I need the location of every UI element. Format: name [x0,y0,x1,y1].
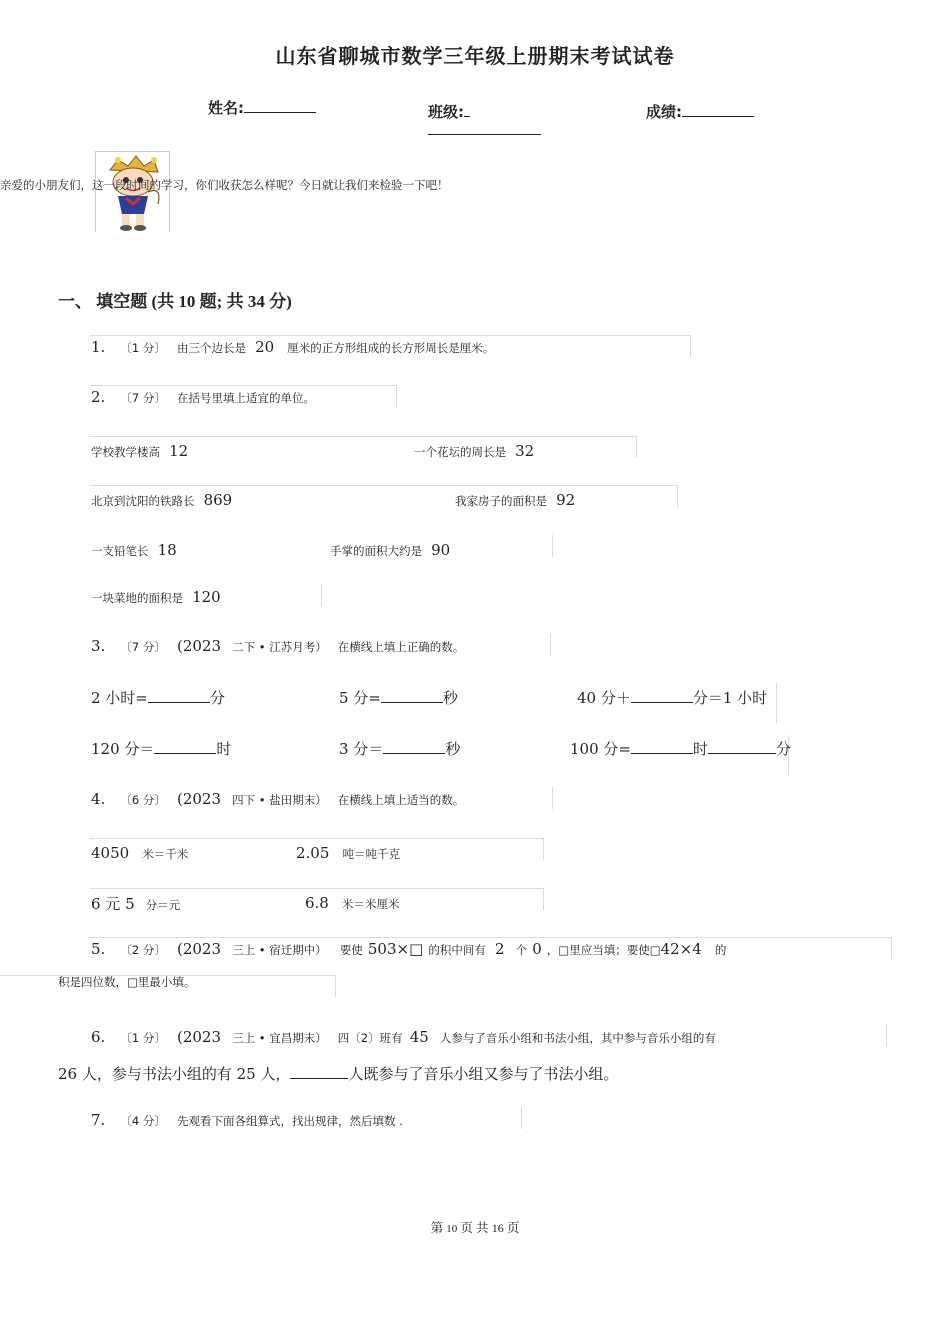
class-label: 班级: [428,103,464,121]
q3-box-right [550,634,551,656]
intro-text: 亲爱的小朋友们，这一段时间的学习，你们收获怎么样呢？今日就让我们来检验一下吧！ [0,178,449,192]
q3-prefix: 100 分= [570,740,631,758]
q2-row4-box-right [321,584,322,606]
q2-item-flowerbed [414,441,534,460]
score-blank [682,102,754,117]
q2-item-vegetable-plot [91,587,221,606]
q3-minutes-to-hours-minutes [570,738,791,759]
q3-row1-box-right [776,683,777,723]
answer-blank[interactable] [148,690,210,703]
footer-page-number: 10 [446,1223,458,1235]
q3-prefix: 40 分＋ [577,689,631,707]
footer-suffix: 页 [506,1221,520,1235]
q7-score: 〔4 分〕 [120,1114,166,1128]
q4-row2-box-top [90,888,543,889]
q7-box-right [521,1107,522,1129]
q2-item-palm [330,540,450,559]
q2-box-right [396,385,397,407]
question-6 [91,1027,716,1046]
footer-middle: 页 共 [460,1221,489,1235]
q5-score: 〔2 分〕 [120,943,166,957]
q2-row2-box-right [677,485,678,507]
q6-line2-suffix: 人既参与了音乐小组又参与了书法小组。 [348,1065,619,1083]
q2-item-label: 我家房子的面积是 [455,494,547,508]
q6-line2-prefix: 26 人，参与书法小组的有 25 人， [58,1065,291,1083]
q2-row2-box-top [90,485,677,486]
q5-year: (2023 [176,940,222,958]
question-7 [91,1110,403,1129]
q2-score: 〔7 分〕 [120,391,166,405]
q3-text: 在横线上填上正确的数。 [337,640,465,654]
q7-number: 7. [91,1111,106,1129]
q3-year: (2023 [176,637,222,655]
q1-text-b: 厘米的正方形组成的长方形周长是厘米。 [287,341,495,355]
q7-text: 先观看下面各组算式，找出规律，然后填数 . [176,1114,403,1128]
q3-minutes-to-hours [91,738,231,759]
q4-score: 〔6 分〕 [120,793,166,807]
score-label: 成绩: [646,103,682,121]
q4-unit-text: 分＝元 [145,898,181,912]
q2-number: 2. [91,388,106,406]
q4-meters-cm [305,893,399,912]
q4-value: 2.05 [296,844,330,862]
name-field [208,97,316,118]
q4-year: (2023 [176,790,222,808]
q2-item-pencil [91,540,177,559]
q5-text-d: ，□里应当填；要使□ [546,943,661,957]
q3-source: 二下 • 江苏月考） [232,640,327,654]
q1-box-right [690,335,691,357]
q2-row1-box-right [636,436,637,458]
class-field [428,101,470,122]
q5-text-b: 的积中间有 [428,943,486,957]
q3-middle: 时 [692,740,708,758]
q5-expression-2: 42×4 [660,940,702,958]
q3-score: 〔7 分〕 [120,640,166,654]
q4-source: 四下 • 盐田期末） [232,793,327,807]
answer-blank[interactable] [631,741,693,754]
q2-item-label: 一个花坛的周长是 [414,445,506,459]
page-title: 山东省聊城市数学三年级上册期末考试试卷 [275,44,675,68]
q4-text: 在横线上填上适当的数。 [337,793,465,807]
q6-number: 6. [91,1028,106,1046]
q5-expression-1: 503×□ [367,940,424,958]
q1-number: 1. [91,338,106,356]
q1-box-top [90,335,690,336]
q4-row1-box-right [543,838,544,860]
q2-item-building [91,441,188,460]
q4-tons [296,843,400,862]
question-5 [91,939,726,958]
q2-item-value: 18 [157,541,177,559]
q4-row2-box-right [543,888,544,910]
q4-row1-box-top [90,838,543,839]
q4-unit-text: 米＝千米 [142,847,189,861]
q2-item-label: 学校教学楼高 [91,445,160,459]
q2-item-label: 一块菜地的面积是 [91,591,183,605]
question-1 [91,337,494,356]
q3-minutes-to-seconds [339,687,458,708]
q3-suffix: 分 [775,740,791,758]
q5-text-a: 要使 [339,943,363,957]
q5-text-e: 的 [714,943,727,957]
q4-unit-text: 吨＝吨千克 [342,847,400,861]
q3-minutes-to-hour [577,687,767,708]
footer-total-pages: 16 [491,1221,504,1235]
q5-box-right [891,937,892,959]
q3-prefix: 120 分＝ [91,740,155,758]
q4-value: 4050 [91,844,130,862]
q2-box-top [90,385,396,386]
q5-box-top [90,937,891,938]
q1-text-a: 由三个边长是 [176,341,246,355]
answer-blank[interactable] [154,741,216,754]
q2-item-value: 32 [515,442,535,460]
q4-value: 6.8 [305,894,329,912]
q5-text-c: 个 [515,943,528,957]
q6-score: 〔1 分〕 [120,1031,166,1045]
q4-box-right [552,787,553,809]
q3-suffix: 时 [216,740,232,758]
class-blank-line [428,134,541,135]
q3-suffix: 秒 [442,689,458,707]
footer-prefix: 第 [430,1221,444,1235]
name-label: 姓名: [208,99,244,117]
score-field [646,101,754,122]
q6-year: (2023 [176,1028,222,1046]
q5-zero: 0 [532,940,542,958]
q2-item-railway [91,490,232,509]
answer-blank[interactable] [381,690,443,703]
q6-line-2 [58,1063,619,1084]
q2-row1-box-top [90,436,636,437]
q3-suffix: 分＝1 小时 [692,689,768,707]
q5-source: 三上 • 宿迁期中） [232,943,327,957]
q3-number: 3. [91,637,106,655]
q1-length: 20 [255,338,275,356]
q3-prefix: 3 分＝ [339,740,384,758]
answer-blank[interactable] [708,741,776,754]
question-2 [91,387,315,406]
q2-item-value: 869 [203,491,233,509]
q4-yuan [91,893,180,914]
q2-item-value: 90 [431,541,451,559]
q1-score: 〔1 分〕 [120,341,166,355]
q4-meters [91,843,188,862]
q2-item-value: 120 [192,588,221,606]
q3-minutes-to-seconds-2 [339,738,460,759]
q2-item-house [455,490,575,509]
q2-text: 在括号里填上适宜的单位。 [176,391,315,405]
q3-hours-to-minutes [91,687,225,708]
question-4 [91,789,464,808]
question-3 [91,636,464,655]
q2-row3-box-right [552,535,553,557]
q6-total: 45 [409,1028,429,1046]
q2-item-label: 一支铅笔长 [91,544,149,558]
q3-suffix: 秒 [445,740,461,758]
q2-item-value: 92 [556,491,576,509]
page-footer [0,1218,950,1236]
class-blank-short [464,102,470,117]
q5-line-2: 积是四位数，□里最小填。 [58,975,196,989]
q2-item-label: 手掌的面积大约是 [330,544,422,558]
q5-count: 2 [494,940,505,958]
q5-line2-box-right [335,975,336,997]
q5-number: 5. [91,940,106,958]
name-blank [244,98,316,113]
answer-blank[interactable] [383,741,445,754]
answer-blank[interactable] [290,1066,348,1079]
q2-item-value: 12 [169,442,189,460]
q3-prefix: 2 小时= [91,689,148,707]
answer-blank[interactable] [631,690,693,703]
q6-text-b: 人参与了音乐小组和书法小组，其中参与音乐小组的有 [439,1031,716,1045]
q4-value: 6 元 5 [91,895,135,913]
q6-text-a: 四〔2〕班有 [337,1031,403,1045]
q6-source: 三上 • 宜昌期末） [232,1031,327,1045]
q4-number: 4. [91,790,106,808]
q3-prefix: 5 分= [339,689,381,707]
q2-item-label: 北京到沈阳的铁路长 [91,494,195,508]
q4-unit-text: 米＝米厘米 [341,897,400,911]
q6-box-right [886,1024,887,1046]
q3-suffix: 分 [209,689,225,707]
section-heading: 一、 填空题 (共 10 题; 共 34 分) [58,292,292,311]
